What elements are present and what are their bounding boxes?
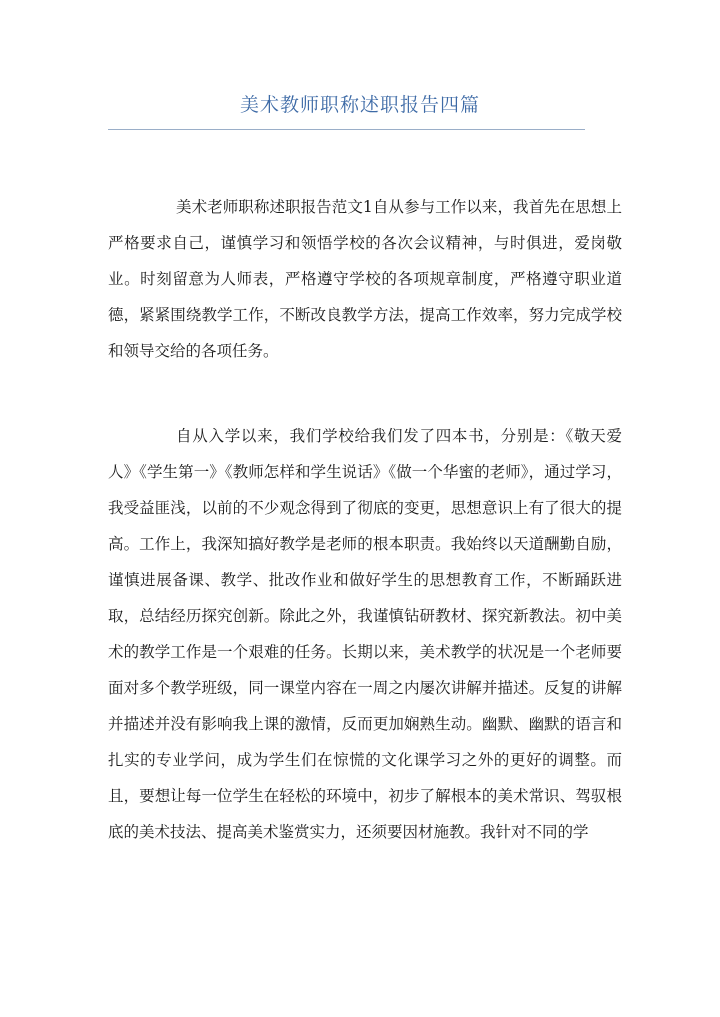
document-title: 美术教师职称述职报告四篇	[239, 94, 480, 116]
paragraph-1: 美术老师职称述职报告范文1自从参与工作以来，我首先在思想上严格要求自己，谨慎学习和领悟学校的各次会议精神，与时俱进，爱岗敬业。时刻留意为人师表，严格遵守学校的各项规章制度，严格遵守职业道德，紧紧围绕教学工作，不断改良教学方法，提高工作效率，努力完成学校和领导交给的各项任务。	[108, 198, 622, 360]
title-underline	[108, 129, 585, 130]
paragraph-2: 自从入学以来，我们学校给我们发了四本书，分别是：《敬天爱人》《学生第一》《教师怎样和学生说话》《做一个华蜜的老师》，通过学习，我受益匪浅，以前的不少观念得到了彻底的变更，思想意识上有了很大的提高。工作上，我深知搞好教学是老师的根本职责。我始终以天道酬勤自励，谨慎进展备课、教学、批改作业和做好学生的思想教育工作，不断踊跃进取，总结经历探究创新。除此之外，我谨慎钻研教材、探究新教法。初中美术的教学工作是一个艰难的任务。长期以来，美术教学的状况是一个老师要面对多个教学班级，同一课堂内容在一周之内屡次讲解并描述。反复的讲解并描述并没有影响我上课的激情，反而更加娴熟生动。幽默、幽默的语言和扎实的专业学问，成为学生们在惊慌的文化课学习之外的更好的调整。而且，要想让每一位学生在轻松的环境中，初步了解根本的美术常识、驾驭根底的美术技法、提高美术鉴赏实力，还须要因材施教。我针对不同的学	[108, 427, 622, 841]
